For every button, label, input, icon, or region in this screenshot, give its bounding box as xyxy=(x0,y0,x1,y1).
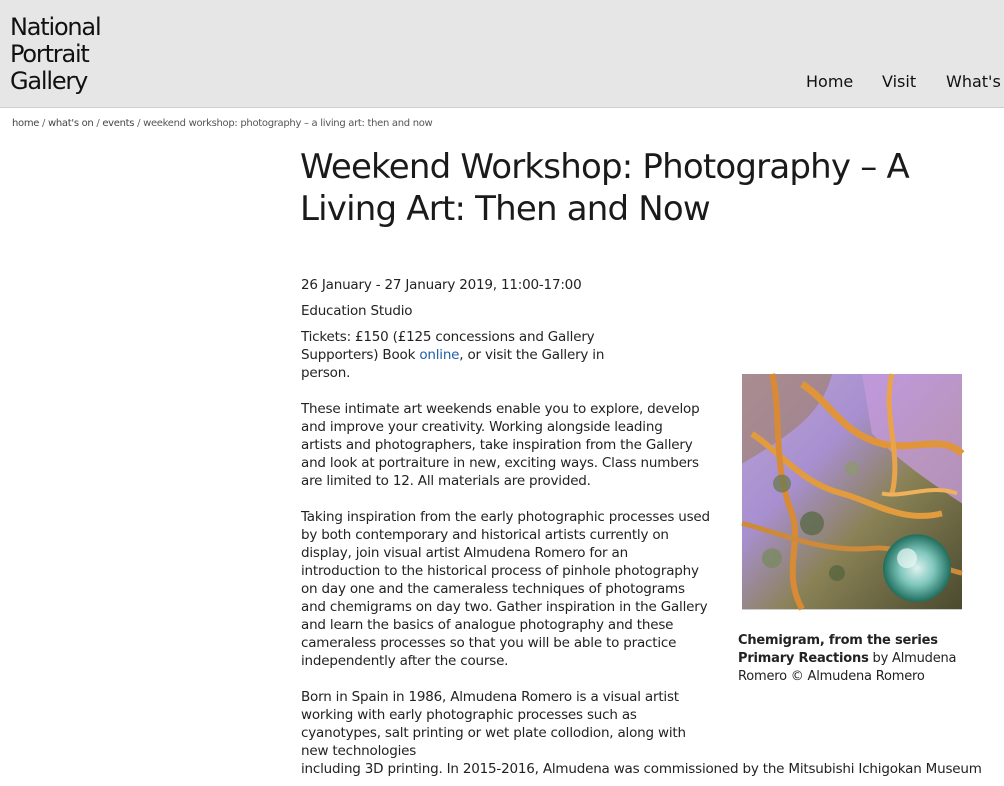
caption-credit: by Almudena Romero © Almudena Romero xyxy=(738,651,957,684)
tickets-text-end: , or visit the Gallery in person. xyxy=(301,347,605,381)
breadcrumb-events[interactable]: events xyxy=(102,118,135,129)
event-date: 26 January - 27 January 2019, 11:00-17:00 xyxy=(301,277,582,293)
breadcrumb xyxy=(12,118,432,129)
event-location: Education Studio xyxy=(301,303,413,319)
artist-paragraph xyxy=(301,688,706,760)
breadcrumb-separator: / xyxy=(137,118,144,129)
logo-line-1: National xyxy=(10,13,101,41)
logo-line-3: Gallery xyxy=(10,67,88,95)
site-header xyxy=(0,0,1004,108)
intro-paragraph: These intimate art weekends enable you to explore, develop and improve your creativity. Working alongside leading artists and photographers, take inspiration from the Gallery and look at portraiture in new, exciting ways. Class numbers are limited to 12. All materials are provided. xyxy=(301,401,700,489)
nav-item-whats-on[interactable]: What's xyxy=(946,72,1001,91)
artwork-figure xyxy=(738,374,966,686)
artist-paragraph-continued: including 3D printing. In 2015-2016, Almudena was commissioned by the Mitsubishi Ichigokan Museum xyxy=(301,761,982,777)
artist-bio-text: Born in Spain in 1986, Almudena Romero is a visual artist working with early photographic processes such as cyanotypes, salt printing or wet plate collodion, along with new technologies xyxy=(301,689,686,759)
breadcrumb-home[interactable]: home xyxy=(12,118,40,129)
nav-item-visit[interactable]: Visit xyxy=(882,72,917,91)
breadcrumb-whats-on[interactable]: what's on xyxy=(48,118,94,129)
logo-line-2: Portrait xyxy=(10,40,89,68)
tickets-text: Tickets: £150 (£125 concessions and Gallery Supporters) Book xyxy=(301,329,595,363)
image-caption xyxy=(738,632,966,686)
breadcrumb-separator: / xyxy=(42,118,48,129)
nav-item-home[interactable]: Home xyxy=(806,72,854,91)
caption-title: Chemigram, from the series Primary Reactions xyxy=(738,633,938,666)
workshop-paragraph: Taking inspiration from the early photographic processes used by both contemporary and historical artists currently on display, join visual artist Almudena Romero for an introduction to the historical process of pinhole photography on day one and the cameraless techniques of photograms and chemigrams on day two. Gather inspiration in the Gallery and learn the basics of analogue photography and these cameraless processes so that you will be able to practice independently after the course. xyxy=(301,509,710,669)
breadcrumb-current: weekend workshop: photography – a living art: then and now xyxy=(143,118,433,129)
chemigram-image[interactable] xyxy=(742,374,962,610)
book-online-link[interactable]: online xyxy=(419,347,460,363)
breadcrumb-separator: / xyxy=(96,118,103,129)
site-logo[interactable] xyxy=(10,14,110,95)
event-tickets xyxy=(301,328,641,382)
page-title: Weekend Workshop: Photography – A Living Art: Then and Now xyxy=(300,147,909,229)
